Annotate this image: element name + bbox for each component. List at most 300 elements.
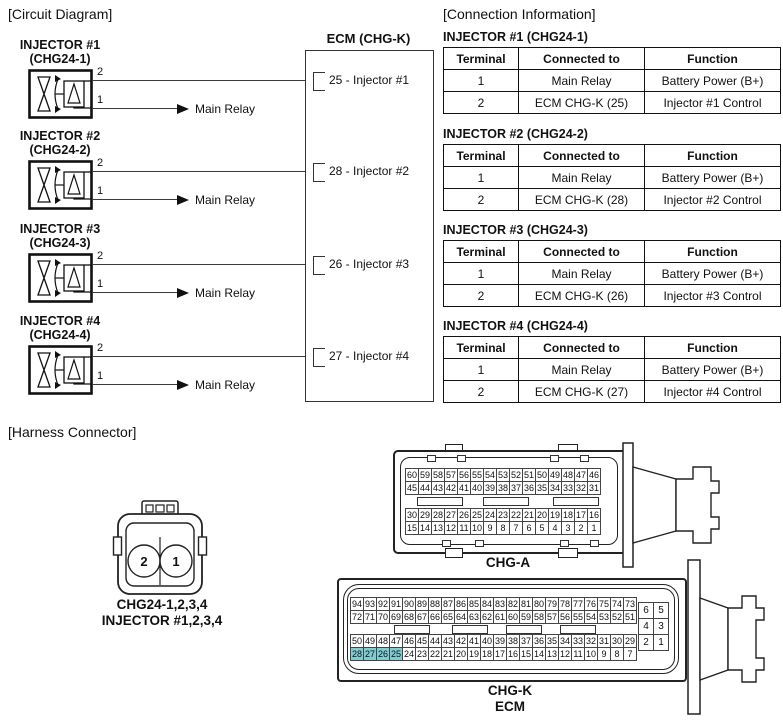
table-cell: Main Relay <box>519 263 645 285</box>
pin-cell-10: 10 <box>471 523 482 533</box>
pin-cell-61: 61 <box>494 612 505 622</box>
pin-cell-40: 40 <box>471 483 482 493</box>
pin-cell-37: 37 <box>510 483 521 493</box>
pin-cell-56: 56 <box>559 612 570 622</box>
pin-cell-13: 13 <box>432 523 443 533</box>
pin-cell-53: 53 <box>598 612 609 622</box>
wire-to-main-relay <box>93 384 177 385</box>
pin-cell-37: 37 <box>520 636 531 646</box>
pin-cell-24: 24 <box>484 510 495 520</box>
pin-cell-58: 58 <box>432 470 443 480</box>
table-header-cell: Connected to <box>519 145 645 167</box>
table-row <box>444 359 781 381</box>
table-header-cell: Connected to <box>519 241 645 263</box>
pin-cell-90: 90 <box>403 599 414 609</box>
ecm-pin-label: 26 - Injector #3 <box>329 257 410 271</box>
pin-cell-62: 62 <box>481 612 492 622</box>
pin-cell-69: 69 <box>390 612 401 622</box>
chg-a-pin-grid-top <box>405 468 601 495</box>
table-cell: Main Relay <box>519 167 645 189</box>
table-cell: Battery Power (B+) <box>645 359 781 381</box>
pin-cell-85: 85 <box>468 599 479 609</box>
chg-a-notch <box>560 540 569 547</box>
pin-cell-25: 25 <box>471 510 482 520</box>
injector-name: INJECTOR #2 <box>19 129 101 143</box>
pin-cell-20: 20 <box>455 649 466 659</box>
chg-k-slot <box>394 625 430 634</box>
pin-cell-47: 47 <box>575 470 586 480</box>
pin-cell-68: 68 <box>403 612 414 622</box>
pin-cell-52: 52 <box>510 470 521 480</box>
injector-symbol-icon <box>28 160 93 210</box>
pin-cell-43: 43 <box>442 636 453 646</box>
wire-to-main-relay <box>93 199 177 200</box>
pin-bracket-icon <box>313 256 325 275</box>
table-cell: Battery Power (B+) <box>645 167 781 189</box>
pin-cell-64: 64 <box>455 612 466 622</box>
pin-cell-38: 38 <box>507 636 518 646</box>
pin-cell-22: 22 <box>429 649 440 659</box>
table-cell: ECM CHG-K (25) <box>519 92 645 114</box>
ecm-box-title: ECM (CHG-K) <box>326 31 411 46</box>
injector-connector-name: (CHG24-1) <box>29 52 91 66</box>
pin-cell-11: 11 <box>457 521 471 535</box>
pin-cell-36: 36 <box>533 636 544 646</box>
pin-bracket-icon <box>313 163 325 182</box>
pin-cell-58: 58 <box>533 612 544 622</box>
pin-cell-2: 2 <box>574 521 588 535</box>
table-title: INJECTOR #2 (CHG24-2) <box>443 127 588 141</box>
table-title: INJECTOR #3 (CHG24-3) <box>443 223 588 237</box>
pin-cell-35: 35 <box>536 483 547 493</box>
pin-cell-86: 86 <box>455 599 466 609</box>
pin-cell-78: 78 <box>559 599 570 609</box>
pin-cell-49: 49 <box>364 636 375 646</box>
pin-cell-84: 84 <box>481 599 492 609</box>
pin-cell-36: 36 <box>523 483 534 493</box>
connection-information-section-label: [Connection Information] <box>443 6 596 22</box>
pin-cell-72: 72 <box>351 612 362 622</box>
pin-cell-12: 12 <box>559 649 570 659</box>
pin-cell-50: 50 <box>351 636 362 646</box>
injector-name: INJECTOR #3 <box>19 222 101 236</box>
chg-a-notch <box>457 455 466 462</box>
table-header-cell: Terminal <box>444 48 519 70</box>
table-cell: ECM CHG-K (26) <box>519 285 645 307</box>
pin-cell-18: 18 <box>481 649 492 659</box>
pin-cell-76: 76 <box>585 599 596 609</box>
table-cell: Battery Power (B+) <box>645 70 781 92</box>
main-relay-label: Main Relay <box>195 378 256 392</box>
pin-cell-32: 32 <box>575 483 586 493</box>
pin-row <box>350 610 637 624</box>
pin-cell-83: 83 <box>494 599 505 609</box>
pin-cell-32: 32 <box>585 636 596 646</box>
chg-a-notch <box>442 540 451 547</box>
pin-cell-26: 26 <box>458 510 469 520</box>
table-cell: Main Relay <box>519 70 645 92</box>
pin-cell-41: 41 <box>468 636 479 646</box>
table-header-cell: Connected to <box>519 337 645 359</box>
pin-cell-5: 5 <box>653 602 669 619</box>
pin-cell-49: 49 <box>549 470 560 480</box>
pin-cell-43: 43 <box>432 483 443 493</box>
pin-cell-59: 59 <box>520 612 531 622</box>
pin-cell-1: 1 <box>587 521 601 535</box>
pin-cell-30: 30 <box>611 636 622 646</box>
table-header-cell: Terminal <box>444 337 519 359</box>
pin-cell-48: 48 <box>377 636 388 646</box>
pin-cell-29: 29 <box>419 510 430 520</box>
pin-cell-22: 22 <box>510 510 521 520</box>
connection-table-group-injector4 <box>443 319 777 403</box>
pin-cell-14: 14 <box>533 649 544 659</box>
pin-cell-34: 34 <box>549 483 560 493</box>
chg-k-label: CHG-K <box>487 683 533 698</box>
small-connector-name-label: CHG24-1,2,3,4 <box>116 597 208 612</box>
pin-cell-19: 19 <box>549 510 560 520</box>
pin-cell-38: 38 <box>497 483 508 493</box>
pin-cell-35: 35 <box>546 636 557 646</box>
pin-cell-54: 54 <box>484 470 495 480</box>
connection-table-group-injector1 <box>443 30 777 114</box>
pin-cell-53: 53 <box>497 470 508 480</box>
chg-a-notch <box>580 455 589 462</box>
pin-cell-82: 82 <box>507 599 518 609</box>
main-relay-label: Main Relay <box>195 286 256 300</box>
wire-to-ecm <box>93 264 314 265</box>
pin-cell-34: 34 <box>559 636 570 646</box>
pin-cell-73: 73 <box>624 599 635 609</box>
injector-connector-name: (CHG24-2) <box>29 143 91 157</box>
pin-row <box>405 481 601 495</box>
pin-cell-27: 27 <box>445 510 456 520</box>
table-cell: Injector #1 Control <box>645 92 781 114</box>
pin-cell-5: 5 <box>535 521 549 535</box>
small-connector-injector-label: INJECTOR #1,2,3,4 <box>101 613 223 628</box>
pin-cell-89: 89 <box>416 599 427 609</box>
chg-k-slot <box>506 625 542 634</box>
injector-pin-2-label: 2 <box>97 66 104 78</box>
pin-cell-45: 45 <box>406 483 417 493</box>
pin-cell-31: 31 <box>598 636 609 646</box>
table-cell: Main Relay <box>519 359 645 381</box>
pin-cell-29: 29 <box>624 636 635 646</box>
table-cell: 1 <box>444 70 519 92</box>
injector-pin-2-label: 2 <box>97 157 104 169</box>
injector-pin-2-label: 2 <box>97 250 104 262</box>
pin-row <box>638 618 669 635</box>
table-row <box>444 70 781 92</box>
chg-k-slot <box>560 625 596 634</box>
table-cell: ECM CHG-K (28) <box>519 189 645 211</box>
pin-cell-16: 16 <box>588 510 599 520</box>
pin-cell-7: 7 <box>623 647 637 661</box>
injector-connector-drawing <box>112 499 208 599</box>
pin-cell-44: 44 <box>419 483 430 493</box>
pin-row <box>350 597 637 611</box>
pin-cell-39: 39 <box>484 483 495 493</box>
pin-cell-31: 31 <box>588 483 599 493</box>
pin-bracket-icon <box>313 348 325 367</box>
pin-cell-15: 15 <box>406 523 417 533</box>
injector-name: INJECTOR #4 <box>19 314 101 328</box>
pin-row <box>350 634 637 648</box>
injector-connector-name: (CHG24-3) <box>29 236 91 250</box>
pin-cell-7: 7 <box>509 521 523 535</box>
pin-cell-91: 91 <box>390 599 401 609</box>
wire-to-main-relay <box>93 292 177 293</box>
wire-to-ecm <box>93 80 314 81</box>
main-relay-arrow-icon <box>177 380 189 390</box>
pin-cell-27: 27 <box>364 649 375 659</box>
table-row <box>444 381 781 403</box>
connection-table <box>443 144 781 211</box>
pin-cell-26: 26 <box>377 649 388 659</box>
pin-cell-88: 88 <box>429 599 440 609</box>
pin-cell-8: 8 <box>496 521 510 535</box>
pin-cell-51: 51 <box>624 612 635 622</box>
table-cell: 1 <box>444 167 519 189</box>
pin-cell-48: 48 <box>562 470 573 480</box>
chg-a-side-profile <box>621 437 771 573</box>
chg-a-pin-grid-bottom <box>405 508 601 535</box>
injector-symbol-icon <box>28 253 93 303</box>
pin-cell-8: 8 <box>610 647 624 661</box>
ecm-pin-label: 25 - Injector #1 <box>329 73 410 87</box>
pin-cell-6: 6 <box>638 602 654 619</box>
table-header-cell: Terminal <box>444 145 519 167</box>
chg-k-slot <box>452 625 488 634</box>
pin-cell-81: 81 <box>520 599 531 609</box>
pin-cell-39: 39 <box>494 636 505 646</box>
pin-cell-23: 23 <box>416 649 427 659</box>
chg-a-label: CHG-A <box>485 555 531 570</box>
pin-bracket-icon <box>313 72 325 91</box>
table-cell: Injector #2 Control <box>645 189 781 211</box>
table-header-cell: Function <box>645 241 781 263</box>
harness-connector-section-label: [Harness Connector] <box>8 424 137 440</box>
connection-table <box>443 240 781 307</box>
pin-cell-60: 60 <box>507 612 518 622</box>
chg-a-slot <box>553 497 599 506</box>
pin-cell-45: 45 <box>416 636 427 646</box>
pin-cell-21: 21 <box>442 649 453 659</box>
pin-cell-2: 2 <box>638 634 654 651</box>
table-header-cell: Connected to <box>519 48 645 70</box>
ecm-pin-25 <box>309 70 439 92</box>
pin-cell-28: 28 <box>432 510 443 520</box>
circuit-diagram-section-label: [Circuit Diagram] <box>8 6 113 22</box>
pin-cell-21: 21 <box>523 510 534 520</box>
table-cell: Battery Power (B+) <box>645 263 781 285</box>
pin-cell-74: 74 <box>611 599 622 609</box>
main-relay-label: Main Relay <box>195 102 256 116</box>
pin-cell-46: 46 <box>403 636 414 646</box>
connector-cavity-1-label: 1 <box>172 554 180 569</box>
pin-cell-87: 87 <box>442 599 453 609</box>
pin-cell-15: 15 <box>520 649 531 659</box>
pin-cell-24: 24 <box>403 649 414 659</box>
pin-cell-3: 3 <box>561 521 575 535</box>
pin-cell-13: 13 <box>546 649 557 659</box>
chg-a-notch <box>427 455 436 462</box>
connection-table <box>443 47 781 114</box>
connection-table <box>443 336 781 403</box>
pin-cell-16: 16 <box>507 649 518 659</box>
table-header-cell: Function <box>645 337 781 359</box>
injector-pin-2-label: 2 <box>97 342 104 354</box>
injector-connector-name: (CHG24-4) <box>29 328 91 342</box>
pin-cell-52: 52 <box>611 612 622 622</box>
pin-cell-4: 4 <box>548 521 562 535</box>
chg-k-pin-grid-top <box>350 597 637 624</box>
table-title: INJECTOR #1 (CHG24-1) <box>443 30 588 44</box>
pin-cell-3: 3 <box>653 618 669 635</box>
pin-cell-57: 57 <box>445 470 456 480</box>
wire-to-main-relay <box>93 108 177 109</box>
pin-cell-42: 42 <box>455 636 466 646</box>
pin-cell-25: 25 <box>390 649 401 659</box>
pin-cell-57: 57 <box>546 612 557 622</box>
pin-cell-11: 11 <box>571 647 585 661</box>
pin-cell-41: 41 <box>458 483 469 493</box>
wire-to-ecm <box>93 356 314 357</box>
table-title: INJECTOR #4 (CHG24-4) <box>443 319 588 333</box>
pin-cell-80: 80 <box>533 599 544 609</box>
pin-cell-33: 33 <box>562 483 573 493</box>
pin-cell-55: 55 <box>471 470 482 480</box>
pin-cell-54: 54 <box>585 612 596 622</box>
main-relay-arrow-icon <box>177 195 189 205</box>
table-header-cell: Terminal <box>444 241 519 263</box>
pin-cell-19: 19 <box>468 649 479 659</box>
pin-row <box>638 602 669 619</box>
pin-cell-28: 28 <box>351 649 362 659</box>
pin-cell-93: 93 <box>364 599 375 609</box>
ecm-pin-label: 28 - Injector #2 <box>329 164 410 178</box>
table-row <box>444 92 781 114</box>
chg-k-aux-pin-grid <box>638 602 669 651</box>
pin-cell-46: 46 <box>588 470 599 480</box>
table-cell: 1 <box>444 263 519 285</box>
wire-to-ecm <box>93 171 314 172</box>
pin-cell-75: 75 <box>598 599 609 609</box>
pin-cell-17: 17 <box>575 510 586 520</box>
chg-a-slot <box>417 497 463 506</box>
ecm-pin-label: 27 - Injector #4 <box>329 349 410 363</box>
connection-table-group-injector2 <box>443 127 777 211</box>
injector-name: INJECTOR #1 <box>19 38 101 52</box>
table-row <box>444 263 781 285</box>
pin-cell-17: 17 <box>494 649 505 659</box>
injector-symbol-icon <box>28 345 93 395</box>
pin-cell-44: 44 <box>429 636 440 646</box>
ecm-pin-27 <box>309 346 439 368</box>
ecm-pin-26 <box>309 254 439 276</box>
main-relay-arrow-icon <box>177 104 189 114</box>
pin-cell-59: 59 <box>419 470 430 480</box>
pin-cell-66: 66 <box>429 612 440 622</box>
injector-pin-1-label: 1 <box>97 370 104 382</box>
table-header-cell: Function <box>645 145 781 167</box>
pin-cell-14: 14 <box>419 523 430 533</box>
pin-cell-71: 71 <box>364 612 375 622</box>
pin-cell-9: 9 <box>597 647 611 661</box>
pin-cell-23: 23 <box>497 510 508 520</box>
pin-cell-6: 6 <box>522 521 536 535</box>
injector-pin-1-label: 1 <box>97 278 104 290</box>
pin-cell-77: 77 <box>572 599 583 609</box>
pin-cell-55: 55 <box>572 612 583 622</box>
table-row <box>444 167 781 189</box>
table-cell: 2 <box>444 189 519 211</box>
connector-cavity-2-label: 2 <box>140 554 148 569</box>
pin-cell-47: 47 <box>390 636 401 646</box>
chg-a-notch <box>550 455 559 462</box>
pin-cell-67: 67 <box>416 612 427 622</box>
ecm-pin-28 <box>309 161 439 183</box>
pin-cell-1: 1 <box>653 634 669 651</box>
table-row <box>444 285 781 307</box>
pin-cell-10: 10 <box>585 649 596 659</box>
pin-cell-79: 79 <box>546 599 557 609</box>
pin-cell-60: 60 <box>406 470 417 480</box>
table-cell: Injector #4 Control <box>645 381 781 403</box>
table-cell: Injector #3 Control <box>645 285 781 307</box>
table-cell: 2 <box>444 285 519 307</box>
chg-a-notch <box>590 540 599 547</box>
pin-cell-20: 20 <box>536 510 547 520</box>
pin-cell-63: 63 <box>468 612 479 622</box>
pin-row <box>405 521 601 535</box>
main-relay-label: Main Relay <box>195 193 256 207</box>
pin-cell-4: 4 <box>638 618 654 635</box>
pin-cell-40: 40 <box>481 636 492 646</box>
table-cell: 1 <box>444 359 519 381</box>
pin-cell-65: 65 <box>442 612 453 622</box>
pin-cell-56: 56 <box>458 470 469 480</box>
pin-cell-12: 12 <box>445 523 456 533</box>
pin-row <box>638 634 669 651</box>
table-row <box>444 189 781 211</box>
pin-cell-92: 92 <box>377 599 388 609</box>
pin-cell-18: 18 <box>562 510 573 520</box>
injector-symbol-icon <box>28 69 93 119</box>
table-cell: 2 <box>444 92 519 114</box>
pin-cell-42: 42 <box>445 483 456 493</box>
chg-k-pin-grid-bottom <box>350 634 637 661</box>
chg-k-side-profile <box>678 558 783 716</box>
pin-cell-33: 33 <box>572 636 583 646</box>
pin-cell-70: 70 <box>377 612 388 622</box>
table-cell: ECM CHG-K (27) <box>519 381 645 403</box>
pin-cell-51: 51 <box>523 470 534 480</box>
pin-cell-30: 30 <box>406 510 417 520</box>
chg-a-slot <box>483 497 529 506</box>
pin-row <box>405 468 601 482</box>
main-relay-arrow-icon <box>177 288 189 298</box>
pin-cell-50: 50 <box>536 470 547 480</box>
injector-pin-1-label: 1 <box>97 94 104 106</box>
pin-cell-94: 94 <box>351 599 362 609</box>
pin-cell-9: 9 <box>483 521 497 535</box>
table-header-cell: Function <box>645 48 781 70</box>
connection-table-group-injector3 <box>443 223 777 307</box>
pin-row <box>350 647 637 661</box>
pin-row <box>405 508 601 522</box>
chg-a-notch <box>475 540 484 547</box>
